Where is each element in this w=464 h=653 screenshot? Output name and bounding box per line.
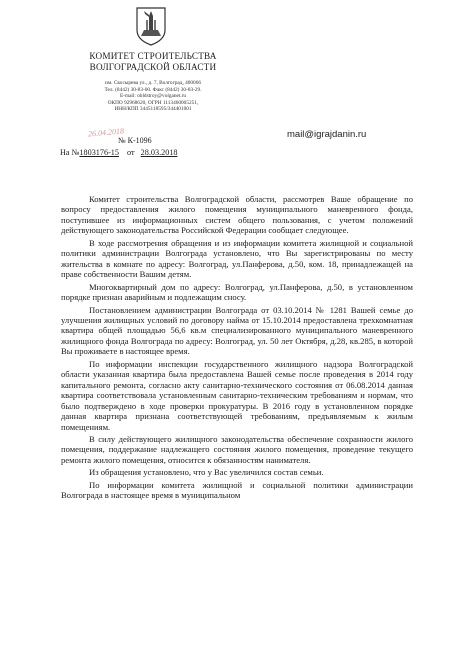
paragraph: Постановлением администрации Волгограда от 03.10.2014 № 1281 Вашей семье до улучшения жилищных условий по договору найма от 15.10.2014 предоставлена трехкомнатная квартира общей площадью 56,6 кв.м специализированного муниципального маневренного жилищного фонда Волгограда по адресу: Волгоград, ул. 50 лет Октября, д.28, кв.285, в которой Вы проживаете в настоящее время.: [61, 304, 413, 357]
ref-number: 1803176-15: [79, 148, 119, 157]
paragraph: В силу действующего жилищного законодательства обеспечение сохранности жилого помещения, поддержание надлежащего состояния жилого помещения, проведение текущего ремонта жилого помещения, относится к обязанностям нанимателя.: [61, 433, 413, 465]
contact-inn: ИНН/КПП 3445118595/344401001: [114, 106, 192, 113]
reference-line: [60, 148, 178, 157]
paragraph: По информации инспекции государственного жилищного надзора Волгоградской области указанная квартира была предоставлена Вашей семье после проведения в 2014 году капитального ремонта, согласно акту санитарно-технического состояния от 06.08.2014 данная квартира соответствовала установленным санитарно-техническим требованиям и нормам, что было подтверждено в ходе проверки прокуратуры. В 2016 году в установленном порядке данная квартира признана соответствующей требованиям, предъявляемым к жилым помещениям.: [61, 358, 413, 432]
ref-date: 28.03.2018: [140, 148, 178, 157]
contact-address: им. Скосырева ул., д. 7, Волгоград, 400066: [105, 80, 201, 86]
org-line-2: ВОЛГОГРАДСКОЙ ОБЛАСТИ: [89, 62, 217, 72]
coat-of-arms-icon: [134, 6, 168, 46]
org-line-1: КОМИТЕТ СТРОИТЕЛЬСТВА: [89, 51, 217, 61]
paragraph: В ходе рассмотрения обращения и из информации комитета жилищной и социальной политики администрации Волгограда установлено, что Вы зарегистрированы по месту жительства в комнате по адресу: Волгоград, ул.Панферова, д.50, ком. 18, принадлежащей на праве собственности Вашим детям.: [61, 237, 413, 280]
organization-name: [60, 51, 246, 73]
ref-prefix: На №: [60, 148, 80, 157]
registration-stamp-date: 26.04.2018: [87, 126, 125, 139]
paragraph: Многоквартирный дом по адресу: Волгоград, ул.Панферова, д.50, в установленном порядке признан аварийным и подлежащим сносу.: [61, 281, 413, 303]
contact-okpo: ОКПО 92968620, ОГРН 1113460005251,: [107, 99, 199, 106]
ref-from: от: [127, 148, 135, 157]
letter-body: [61, 194, 413, 503]
paragraph: Комитет строительства Волгоградской области, рассмотрев Ваше обращение по вопросу предоставления жилого помещения муниципального маневренного фонда, поступившее из информационных систем общего пользования, с учетом положений действующего законодательства Российской Федерации сообщает следующее.: [61, 194, 413, 236]
paragraph: Из обращения установлено, что у Вас увеличился состав семьи.: [89, 467, 324, 478]
contact-email: E-mail: obldstroy@volganet.ru: [119, 93, 187, 100]
recipient-email: mail@igrajdanin.ru: [287, 129, 367, 140]
outgoing-number: № К-1096: [118, 136, 152, 145]
paragraph: По информации комитета жилищной и социальной политики администрации Волгограда в настоящее время в муниципальном: [61, 479, 413, 501]
contact-phone: Тел. (8442) 30-83-00. Факс (8442) 30-83-29.: [104, 86, 202, 93]
organization-contacts: [60, 80, 246, 113]
